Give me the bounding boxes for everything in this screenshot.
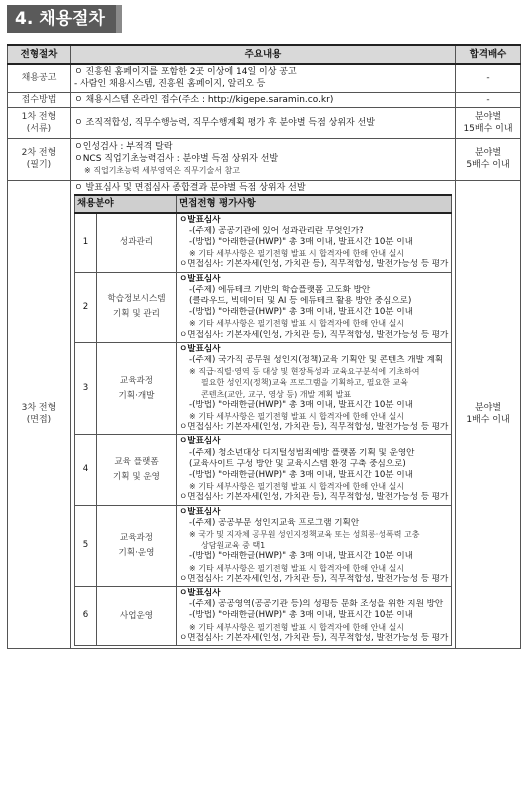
stage-cell: 채용공고: [8, 64, 71, 92]
item-area: 사업운영: [97, 587, 177, 646]
interview-header-row: [75, 195, 452, 213]
item-number: 5: [75, 505, 97, 586]
criteria-line: ※ 기타 세부사항은 필기전형 발표 시 합격자에 한해 안내 실시: [189, 249, 405, 259]
criteria-line: ㅇ발표심사: [179, 588, 221, 598]
header-criteria: 면접전형 평가사항: [177, 195, 452, 213]
criteria-line: ㅇ면접심사: 기본자세(인성, 가치관 등), 직무적합성, 발전가능성 등 평가: [179, 492, 449, 503]
row-application: [8, 92, 521, 107]
item-area: 성과관리: [97, 213, 177, 273]
criteria-line: -(주제) 국가직 공무원 성인지(정책)교육 기획안 및 콘텐츠 개발 계획: [189, 354, 444, 365]
criteria-line: ※ 기타 세부사항은 필기전형 발표 시 합격자에 한해 안내 실시: [189, 482, 405, 492]
criteria-line: ※ 기타 세부사항은 필기전형 발표 시 합격자에 한해 안내 실시: [189, 622, 405, 632]
content-line: ※ 직업기초능력 세부영역은 직무기술서 참고: [84, 166, 240, 175]
content-cell: [71, 138, 456, 180]
criteria-line: ㅇ발표심사: [179, 436, 221, 447]
criteria-line: ㅇ면접심사: 기본자세(인성, 가치관 등), 직무적합성, 발전가능성 등 평가: [179, 632, 449, 643]
stage-cell: 1차 전형 (서류): [8, 107, 71, 138]
content-cell: [71, 92, 456, 107]
item-number: 4: [75, 435, 97, 505]
interview-item-row: [75, 342, 452, 435]
criteria-line: -(주제) 에듀테크 기반의 학습플랫폼 고도화 방안: [189, 284, 371, 295]
content-line: ㅇ 조직적합성, 직무수행능력, 직무수행계획 평가 후 분야별 득점 상위자 선발: [74, 117, 375, 128]
item-number: 2: [75, 272, 97, 342]
criteria-line: (교육사이트 구성 방안 및 교육시스템 환경 구축 중심으로): [189, 458, 406, 469]
criteria-line: -(방법) "아래한글(HWP)" 총 3매 이내, 발표시간 10분 이내: [189, 551, 413, 562]
content-line: ㅇ인성검사 : 부적격 탈락: [74, 142, 173, 152]
criteria-line: ㅇ발표심사: [179, 506, 221, 517]
criteria-line: 상담원교육 중 택1: [201, 541, 266, 551]
interview-item-row: [75, 435, 452, 505]
criteria-line: ※ 기타 세부사항은 필기전형 발표 시 합격자에 한해 안내 실시: [189, 563, 405, 573]
criteria-line: ※ 국가 및 지자체 공무원 성인지정책교육 또는 성희롱·성폭력 고충: [189, 529, 420, 539]
criteria-line: -(방법) "아래한글(HWP)" 총 3매 이내, 발표시간 10분 이내: [189, 610, 413, 621]
interview-intro: ㅇ 발표심사 및 면접심사 종합결과 분야별 득점 상위자 선발: [74, 182, 306, 193]
interview-item-row: [75, 213, 452, 273]
criteria-line: ㅇ면접심사: 기본자세(인성, 가치관 등), 직무적합성, 발전가능성 등 평가: [179, 422, 449, 433]
criteria-line: (클라우드, 빅데이터 및 AI 등 에듀테크 활용 방안 중심으로): [189, 295, 412, 306]
item-criteria: [177, 505, 452, 586]
header-stage: 전형절차: [8, 45, 71, 64]
pass-cell: 분야별 5배수 이내: [456, 138, 521, 180]
row-written-test: [8, 138, 521, 180]
criteria-line: ㅇ발표심사: [179, 273, 221, 284]
row-document-screening: [8, 107, 521, 138]
item-criteria: [177, 587, 452, 646]
item-area: 학습정보시스템 기획 및 관리: [97, 272, 177, 342]
criteria-line: ※ 기타 세부사항은 필기전형 발표 시 합격자에 한해 안내 실시: [189, 411, 405, 421]
content-cell: [71, 64, 456, 92]
criteria-line: ※ 직급·직렬·영역 등 대상 및 현장특성과 교육요구분석에 기초하여: [189, 367, 420, 377]
header-pass: 합격배수: [456, 45, 521, 64]
item-number: 1: [75, 213, 97, 273]
row-announcement: [8, 64, 521, 92]
interview-item-row: [75, 505, 452, 586]
procedure-table: [7, 44, 521, 649]
content-line: ㅇ 진흥원 홈페이지를 포함한 2곳 이상에 14일 이상 공고: [74, 67, 297, 78]
criteria-line: -(주제) 청소년대상 디지털성범죄예방 플랫폼 기획 및 운영안: [189, 447, 415, 458]
criteria-line: ㅇ면접심사: 기본자세(인성, 가치관 등), 직무적합성, 발전가능성 등 평가: [179, 259, 449, 270]
content-line: ㅇ 채용시스템 온라인 접수(주소 : http://kigepe.saramin.co.kr): [74, 94, 334, 105]
item-area: 교육 플랫폼 기획 및 운영: [97, 435, 177, 505]
header-field: 채용분야: [75, 195, 177, 213]
criteria-line: ㅇ면접심사: 기본자세(인성, 가치관 등), 직무적합성, 발전가능성 등 평가: [179, 329, 449, 340]
content-cell: [71, 107, 456, 138]
item-area: 교육과정 기획·운영: [97, 505, 177, 586]
content-line: ㅇNCS 직업기초능력검사 : 분야별 득점 상위자 선발: [74, 154, 279, 164]
criteria-line: 콘텐츠(교안, 교구, 영상 등) 개발 계획 발표: [201, 389, 352, 399]
header-content: 주요내용: [71, 45, 456, 64]
criteria-line: -(주제) 공공영역(공공기관 등)의 성평등 문화 조성을 위한 지원 방안: [189, 599, 444, 610]
item-area: 교육과정 기획·개발: [97, 342, 177, 435]
pass-cell: -: [456, 64, 521, 92]
pass-cell: -: [456, 92, 521, 107]
item-criteria: [177, 213, 452, 273]
criteria-line: -(주제) 공공부문 성인지교육 프로그램 기획안: [189, 517, 360, 528]
criteria-line: -(방법) "아래한글(HWP)" 총 3매 이내, 발표시간 10분 이내: [189, 469, 413, 480]
interview-table: [74, 194, 452, 647]
content-cell: [71, 180, 456, 649]
section-title: 4. 채용절차: [7, 5, 122, 33]
pass-cell: 분야별 1배수 이내: [456, 180, 521, 649]
stage-cell: 접수방법: [8, 92, 71, 107]
interview-item-row: [75, 272, 452, 342]
stage-cell: 2차 전형 (필기): [8, 138, 71, 180]
item-number: 6: [75, 587, 97, 646]
criteria-line: -(주제) 공공기관에 있어 성과관리란 무엇인가?: [189, 225, 364, 236]
criteria-line: -(방법) "아래한글(HWP)" 총 3매 이내, 발표시간 10분 이내: [189, 307, 413, 318]
content-line: - 사람인 채용시스템, 진흥원 홈페이지, 알리오 등: [74, 79, 266, 90]
table-header-row: [8, 45, 521, 64]
row-interview: [8, 180, 521, 649]
criteria-line: -(방법) "아래한글(HWP)" 총 3매 이내, 발표시간 10분 이내: [189, 236, 413, 247]
criteria-line: ㅇ발표심사: [179, 343, 221, 354]
criteria-line: ㅇ발표심사: [179, 214, 221, 225]
item-criteria: [177, 342, 452, 435]
criteria-line: ※ 기타 세부사항은 필기전형 발표 시 합격자에 한해 안내 실시: [189, 319, 405, 329]
stage-cell: 3차 전형 (면접): [8, 180, 71, 649]
interview-item-row: [75, 587, 452, 646]
item-criteria: [177, 272, 452, 342]
criteria-line: -(방법) "아래한글(HWP)" 총 3매 이내, 발표시간 10분 이내: [189, 399, 413, 410]
item-number: 3: [75, 342, 97, 435]
pass-cell: 분야별 15배수 이내: [456, 107, 521, 138]
criteria-line: ㅇ면접심사: 기본자세(인성, 가치관 등), 직무적합성, 발전가능성 등 평가: [179, 573, 449, 584]
item-criteria: [177, 435, 452, 505]
criteria-line: 필요한 성인지(정책)교육 프로그램을 기획하고, 필요한 교육: [201, 378, 408, 388]
